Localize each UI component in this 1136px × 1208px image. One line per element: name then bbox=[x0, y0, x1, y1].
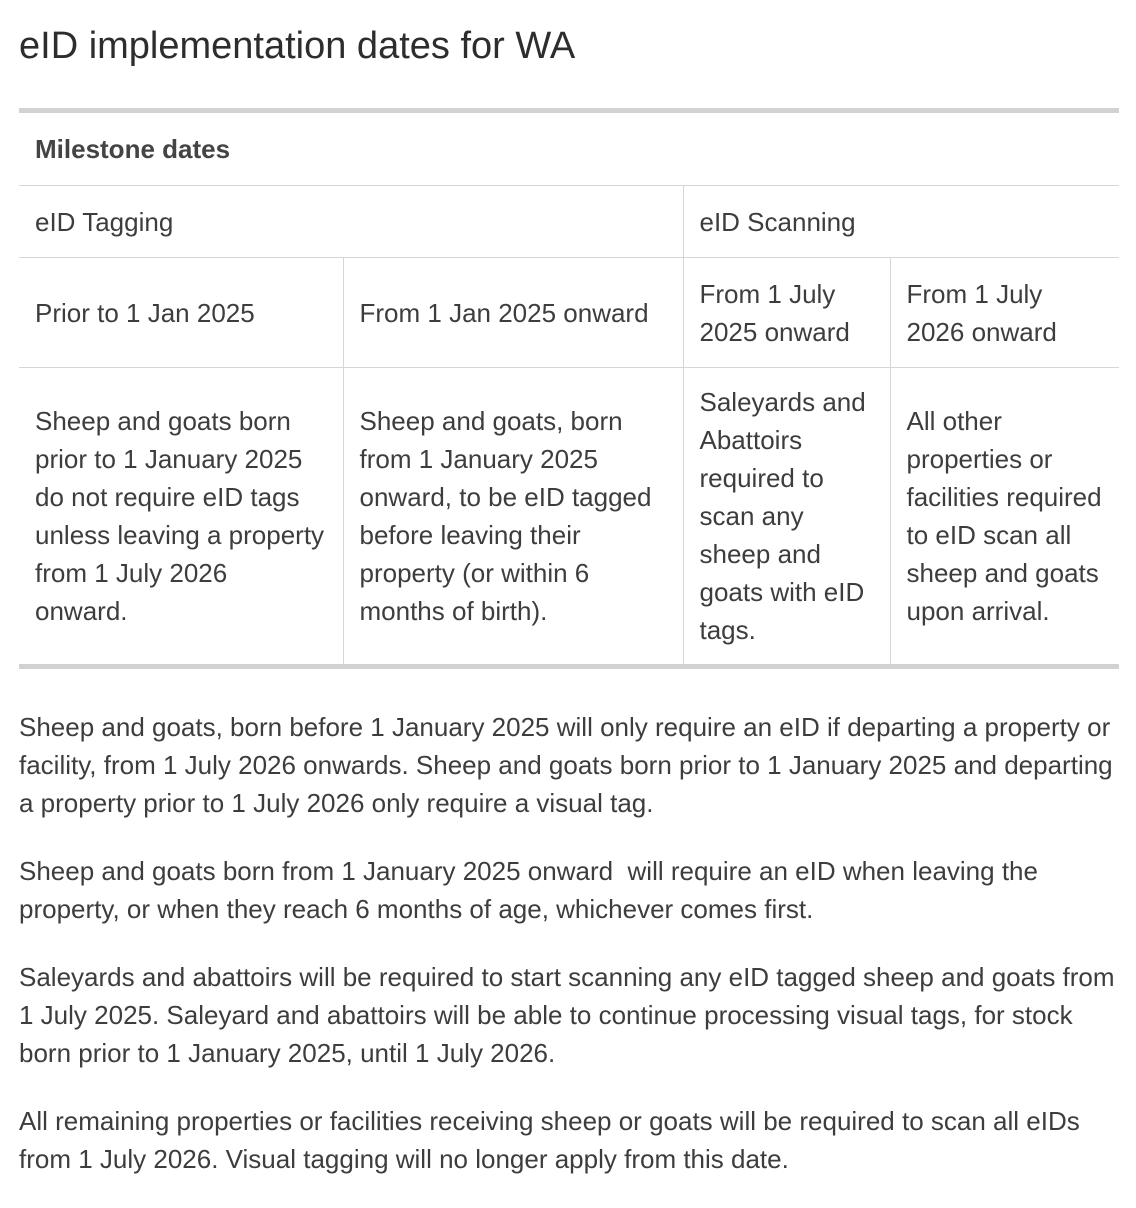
paragraph: Sheep and goats born from 1 January 2025 onward will require an eID when leaving the property, or when they reach 6 months of age, whichever comes first. bbox=[19, 856, 1046, 924]
paragraph: Saleyards and abattoirs will be required to start scanning any eID tagged sheep and goats from 1 July 2025. Saleyard and abattoirs will be able to continue processing visual tags, for stock born prior to 1 January 2025, until 1 July 2026. bbox=[19, 962, 1122, 1068]
paragraph: Sheep and goats, born before 1 January 2025 will only require an eID if departing a property or facility, from 1 July 2026 onwards. Sheep and goats born prior to 1 January 2025 and departing a property prior to 1 July 2026 only require a visual tag. bbox=[19, 712, 1120, 818]
table-caption-row bbox=[19, 111, 1119, 186]
page-title: eID implementation dates for WA bbox=[19, 25, 576, 67]
period-header: From 1 Jan 2025 onward bbox=[343, 258, 683, 368]
period-header: Prior to 1 Jan 2025 bbox=[19, 258, 343, 368]
milestone-table-container bbox=[19, 108, 1119, 669]
description-cell: All other properties or facilities required to eID scan all sheep and goats upon arrival. bbox=[890, 368, 1119, 667]
description-row bbox=[19, 368, 1119, 667]
group-header-row bbox=[19, 186, 1119, 258]
milestone-table bbox=[19, 108, 1119, 669]
period-header: From 1 July 2025 onward bbox=[683, 258, 890, 368]
group-header-scanning: eID Scanning bbox=[683, 186, 1119, 258]
period-header: From 1 July 2026 onward bbox=[890, 258, 1119, 368]
paragraph: All remaining properties or facilities receiving sheep or goats will be required to scan all eIDs from 1 July 2026. Visual tagging will no longer apply from this date. bbox=[19, 1106, 1087, 1174]
body-text bbox=[19, 708, 1122, 1208]
description-cell: Sheep and goats born prior to 1 January 2025 do not require eID tags unless leaving a property from 1 July 2026 onward. bbox=[19, 368, 343, 667]
group-header-tagging: eID Tagging bbox=[19, 186, 683, 258]
description-cell: Saleyards and Abattoirs required to scan any sheep and goats with eID tags. bbox=[683, 368, 890, 667]
period-header-row bbox=[19, 258, 1119, 368]
description-cell: Sheep and goats, born from 1 January 2025 onward, to be eID tagged before leaving their property (or within 6 months of birth). bbox=[343, 368, 683, 667]
table-caption: Milestone dates bbox=[19, 111, 1119, 186]
